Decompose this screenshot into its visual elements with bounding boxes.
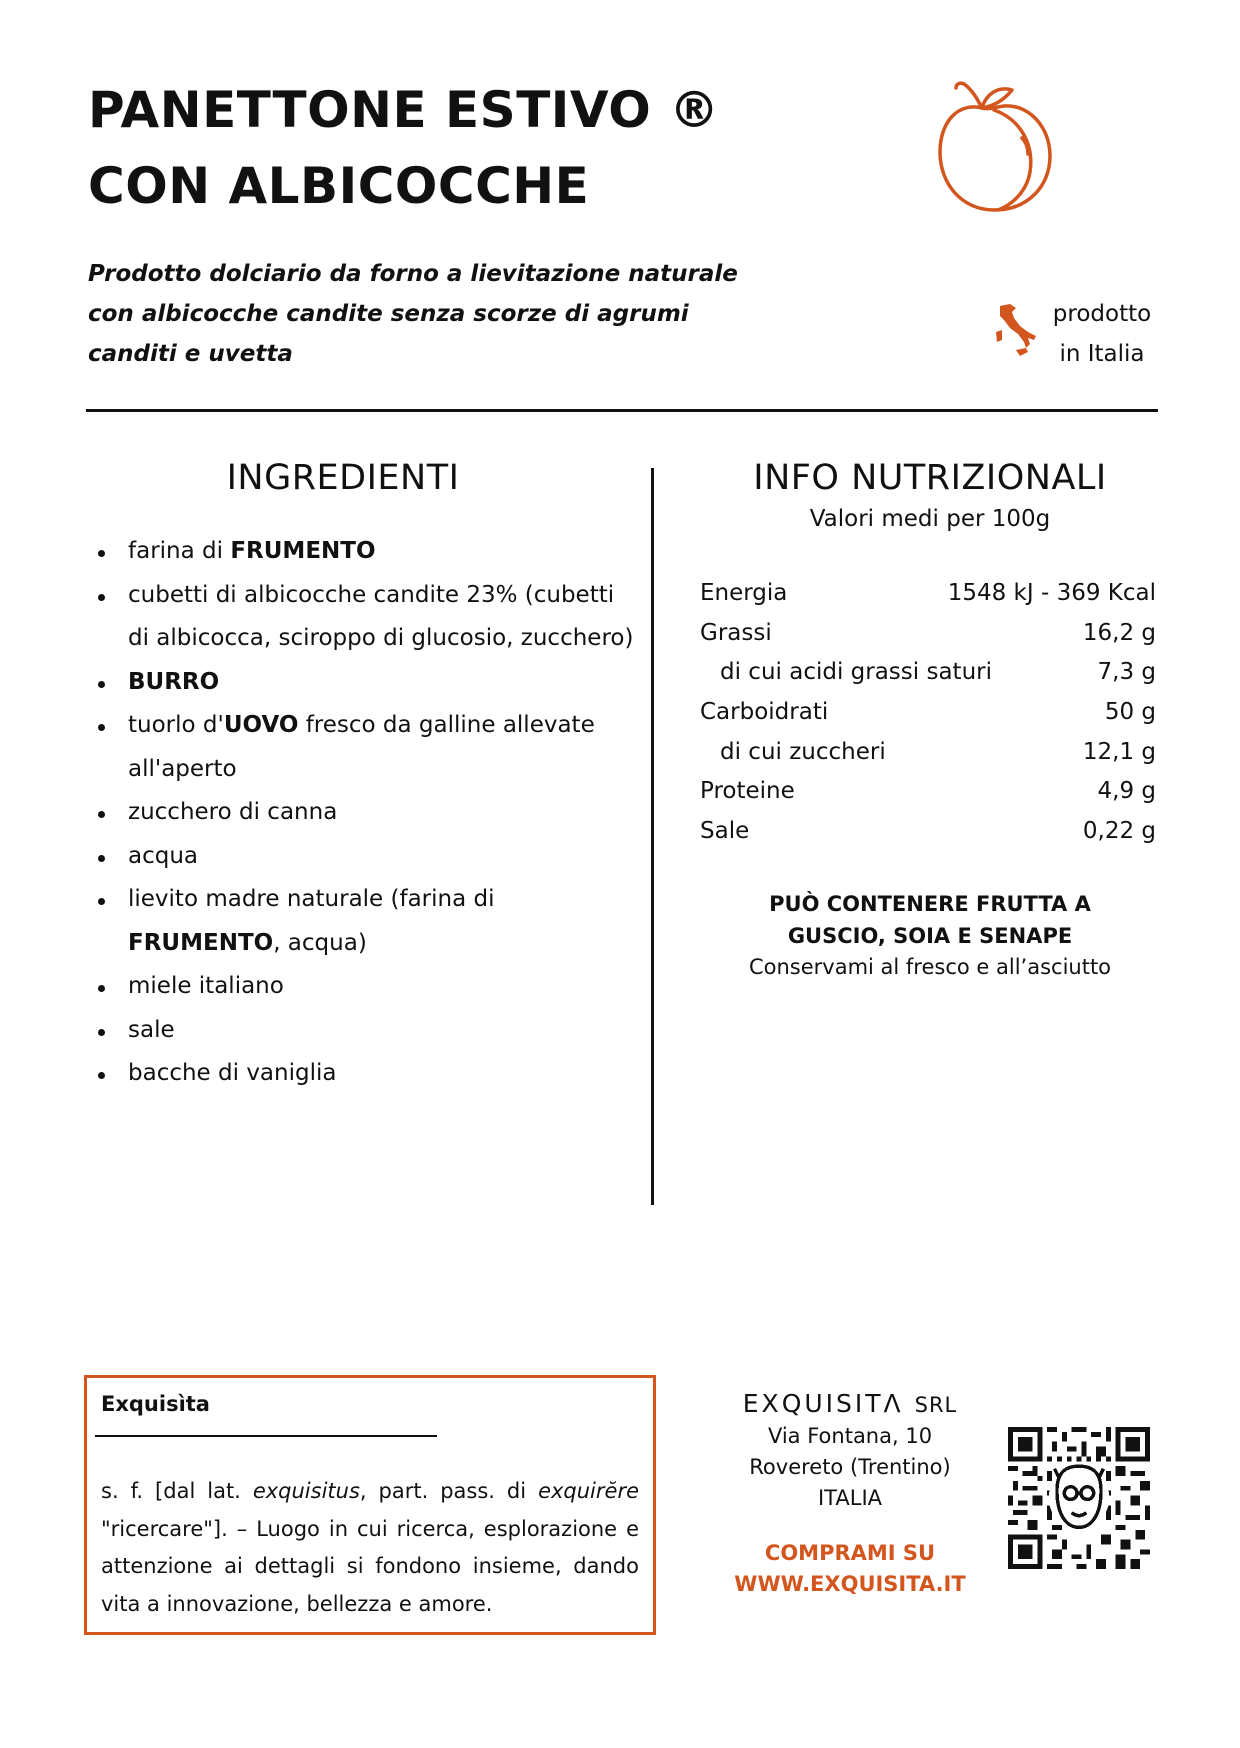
nutrition-value: 0,22 g — [1082, 818, 1156, 845]
italy-map-icon — [994, 302, 1038, 358]
company-brand: EXQUISITΛ — [742, 1389, 904, 1418]
ingredient-text: tuorlo d' — [128, 712, 224, 738]
allergen-warning — [690, 888, 1170, 952]
ingredient-item — [96, 965, 636, 1009]
nutrition-value: 4,9 g — [1097, 778, 1156, 805]
ingredient-item — [96, 704, 636, 791]
allergen-line-2: GUSCIO, SOIA E SENAPE — [787, 924, 1073, 948]
ingredient-item — [96, 1052, 636, 1096]
nutrition-value: 50 g — [1104, 699, 1156, 726]
product-description-line-2: con albicocche candite senza scorze di agrumi — [88, 301, 689, 327]
definition-box — [84, 1375, 656, 1635]
ingredient-text: cubetti di albicocche candite 23% (cubetti di albicocca, sciroppo di glucosio, zucchero) — [128, 581, 634, 651]
nutrition-label: Proteine — [700, 778, 795, 805]
made-in-line-2: in Italia — [1059, 341, 1145, 367]
company-city: Rovereto (Trentino) — [749, 1455, 951, 1479]
ingredient-allergen: UOVO — [223, 712, 299, 738]
product-title-line-2: CON ALBICOCCHE — [88, 157, 590, 215]
website-link[interactable]: WWW.EXQUISITA.IT — [734, 1572, 966, 1596]
ingredient-allergen: FRUMENTO — [230, 538, 376, 564]
product-description-line-3: canditi e uvetta — [88, 341, 293, 367]
ingredient-text: zucchero di canna — [128, 799, 338, 825]
nutrition-label: Carboidrati — [700, 699, 829, 726]
company-street: Via Fontana, 10 — [767, 1424, 933, 1448]
ingredient-text: miele italiano — [128, 973, 284, 999]
qr-code[interactable] — [1008, 1427, 1150, 1569]
nutrition-row — [700, 812, 1156, 852]
definition-part: , part. pass. di — [359, 1479, 539, 1503]
nutrition-value: 1548 kJ - 369 Kcal — [947, 580, 1156, 606]
company-name — [700, 1388, 1000, 1421]
ingredient-text: farina di — [128, 538, 231, 564]
definition-text — [101, 1473, 639, 1623]
definition-word: Exquisìta — [101, 1392, 210, 1416]
nutrition-row — [700, 574, 1156, 614]
product-title — [88, 72, 720, 224]
product-description-line-1: Prodotto dolciario da forno a lievitazione naturale — [88, 261, 738, 287]
ingredient-item — [96, 530, 636, 574]
ingredient-text: sale — [128, 1016, 175, 1043]
ingredient-text: bacche di vaniglia — [128, 1060, 337, 1086]
definition-part: "ricercare"]. – Luogo in cui ricerca, esplorazione e attenzione ai dettagli si fondono insieme, dando vita a innovazione, bellezza e amore. — [101, 1516, 639, 1616]
company-suffix: SRL — [914, 1393, 958, 1417]
ingredient-item — [96, 574, 636, 661]
nutrition-label: di cui acidi grassi saturi — [720, 659, 992, 686]
buy-cta — [700, 1538, 1000, 1600]
column-divider — [651, 468, 654, 1205]
nutrition-subheading: Valori medi per 100g — [809, 506, 1051, 532]
ingredient-text: acqua — [128, 842, 199, 869]
nutrition-label: di cui zuccheri — [720, 738, 886, 765]
nutrition-value: 12,1 g — [1082, 738, 1156, 765]
nutrition-value: 7,3 g — [1097, 659, 1156, 686]
ingredient-item — [96, 1009, 636, 1053]
nutrition-table — [700, 574, 1156, 852]
company-info — [700, 1388, 1000, 1514]
ingredient-text-after: , acqua) — [273, 929, 367, 956]
ingredient-allergen: BURRO — [128, 668, 220, 695]
made-in-italy-label — [1042, 294, 1162, 374]
nutrition-label: Sale — [700, 818, 750, 845]
definition-divider — [95, 1435, 437, 1437]
nutrition-row — [700, 693, 1156, 733]
ingredients-heading: INGREDIENTI — [226, 458, 460, 498]
definition-latin: exquisitus — [252, 1479, 360, 1503]
product-title-line-1: PANETTONE ESTIVO ® — [88, 81, 720, 139]
ingredient-item — [96, 878, 636, 965]
nutrition-row — [700, 733, 1156, 773]
definition-latin-verb: exquirĕre — [538, 1479, 639, 1503]
apricot-icon — [934, 76, 1056, 216]
allergen-line-1: PUÒ CONTENERE FRUTTA A — [769, 892, 1091, 916]
made-in-line-1: prodotto — [1052, 301, 1152, 327]
storage-instructions: Conservami al fresco e all’asciutto — [748, 955, 1112, 979]
ingredients-list — [96, 530, 636, 1096]
company-country: ITALIA — [817, 1486, 882, 1510]
nutrition-label: Energia — [700, 580, 788, 606]
definition-part: s. f. [dal lat. — [101, 1479, 253, 1503]
nutrition-heading: INFO NUTRIZIONALI — [753, 458, 1107, 498]
ingredient-allergen: FRUMENTO — [128, 929, 274, 956]
product-description — [88, 254, 808, 374]
ingredient-text-after: fresco da galline allevate all'aperto — [128, 712, 595, 782]
header-divider — [86, 409, 1158, 412]
nutrition-value: 16,2 g — [1082, 619, 1156, 646]
nutrition-row — [700, 772, 1156, 812]
ingredient-item — [96, 835, 636, 879]
buy-line-1: COMPRAMI SU — [764, 1541, 936, 1565]
ingredient-item — [96, 791, 636, 835]
ingredient-text: lievito madre naturale (farina di — [128, 886, 495, 912]
nutrition-row — [700, 653, 1156, 693]
nutrition-label: Grassi — [700, 619, 772, 646]
nutrition-row — [700, 614, 1156, 654]
ingredient-item — [96, 661, 636, 705]
